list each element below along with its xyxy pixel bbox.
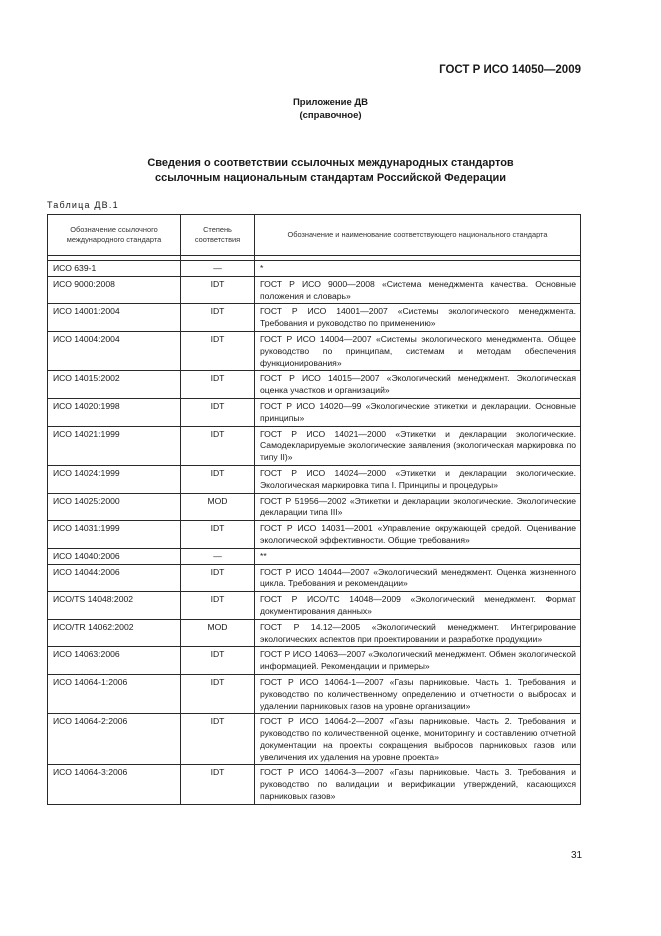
cell-national-standard: ГОСТ Р 51956—2002 «Этикетки и декларации экологические. Экологические декларации типа III» — [255, 493, 581, 521]
table-row — [48, 592, 581, 620]
cell-national-standard: ГОСТ Р ИСО 14064-3—2007 «Газы парниковые. Часть 3. Требования и руководство по валидации и верификации утверждений, касающихся парниковых газов» — [255, 765, 581, 804]
cell-national-standard: ГОСТ Р ИСО 14031—2001 «Управление окружающей средой. Оценивание экологической эффективности. Общие требования» — [255, 521, 581, 549]
cell-national-standard: ГОСТ Р ИСО 14063—2007 «Экологический менеджмент. Обмен экологической информацией. Рекомендации и примеры» — [255, 647, 581, 675]
cell-international-standard: ИСО 14015:2002 — [48, 371, 181, 399]
table-label: Таблица ДВ.1 — [47, 200, 119, 210]
cell-international-standard: ИСО 14001:2004 — [48, 304, 181, 332]
cell-national-standard: ГОСТ Р ИСО 14020—99 «Экологические этикетки и декларации. Основные принципы» — [255, 398, 581, 426]
cell-national-standard: ГОСТ Р ИСО 14064-2—2007 «Газы парниковые. Часть 2. Требования и руководство по количественной оценке, мониторингу и составлению отчетной документации на проекты сокращения выбросов парниковых газов или увеличения их удаления на уровне проекта» — [255, 714, 581, 765]
cell-degree: IDT — [181, 674, 255, 713]
correspondence-table — [47, 214, 581, 805]
cell-international-standard: ИСО 14064-3:2006 — [48, 765, 181, 804]
cell-national-standard: ГОСТ Р ИСО 14004—2007 «Системы экологического менеджмента. Общее руководство по принципам, системам и методам обеспечения функционирования» — [255, 331, 581, 370]
table-row — [48, 647, 581, 675]
column-header-international-standard: Обозначение ссылочного международного стандарта — [48, 215, 181, 256]
cell-national-standard: ГОСТ Р ИСО 14021—2000 «Этикетки и декларации экологические. Самодекларируемые экологические заявления (экологическая маркировка по типу II)» — [255, 426, 581, 465]
cell-degree: — — [181, 261, 255, 277]
cell-international-standard: ИСО 14040:2006 — [48, 548, 181, 564]
table-body — [48, 256, 581, 805]
cell-international-standard: ИСО 14064-1:2006 — [48, 674, 181, 713]
table-row — [48, 619, 581, 647]
document-standard-number: ГОСТ Р ИСО 14050—2009 — [439, 64, 581, 76]
cell-degree: IDT — [181, 714, 255, 765]
cell-international-standard: ИСО 14063:2006 — [48, 647, 181, 675]
table-row — [48, 276, 581, 304]
document-title-line-2: ссылочным национальным стандартам Российской Федерации — [154, 172, 507, 184]
document-title — [0, 156, 661, 186]
table-row — [48, 304, 581, 332]
cell-national-standard: ГОСТ Р 14.12—2005 «Экологический менеджмент. Интегрирование экологических аспектов при проектировании и разработке продукции» — [255, 619, 581, 647]
cell-degree: IDT — [181, 465, 255, 493]
column-header-national-standard: Обозначение и наименование соответствующего национального стандарта — [255, 215, 581, 256]
cell-international-standard: ИСО 9000:2008 — [48, 276, 181, 304]
cell-degree: IDT — [181, 647, 255, 675]
annex-subtitle: (справочное) — [299, 110, 362, 121]
cell-national-standard: ГОСТ Р ИСО 9000—2008 «Система менеджмента качества. Основные положения и словарь» — [255, 276, 581, 304]
table-row — [48, 765, 581, 804]
cell-national-standard: ГОСТ Р ИСО/ТС 14048—2009 «Экологический менеджмент. Формат документирования данных» — [255, 592, 581, 620]
table-row — [48, 714, 581, 765]
table-row — [48, 426, 581, 465]
cell-international-standard: ИСО 14064-2:2006 — [48, 714, 181, 765]
cell-international-standard: ИСО/TR 14062:2002 — [48, 619, 181, 647]
annex-title: Приложение ДВ — [292, 97, 369, 108]
cell-international-standard: ИСО 639-1 — [48, 261, 181, 277]
cell-degree: IDT — [181, 276, 255, 304]
column-header-degree: Степень соответствия — [181, 215, 255, 256]
cell-degree: MOD — [181, 493, 255, 521]
cell-international-standard: ИСО/TS 14048:2002 — [48, 592, 181, 620]
cell-degree: IDT — [181, 426, 255, 465]
cell-degree: IDT — [181, 371, 255, 399]
cell-national-standard: ГОСТ Р ИСО 14064-1—2007 «Газы парниковые. Часть 1. Требования и руководство по количественному определению и отчетности о выбросах и удалении парниковых газов на уровне организации» — [255, 674, 581, 713]
cell-degree: IDT — [181, 592, 255, 620]
cell-national-standard: ГОСТ Р ИСО 14001—2007 «Системы экологического менеджмента. Требования и руководство по применению» — [255, 304, 581, 332]
table-row — [48, 548, 581, 564]
table-row — [48, 261, 581, 277]
cell-national-standard: ** — [255, 548, 581, 564]
table-row — [48, 465, 581, 493]
cell-international-standard: ИСО 14021:1999 — [48, 426, 181, 465]
table-row — [48, 674, 581, 713]
table-row — [48, 564, 581, 592]
cell-international-standard: ИСО 14031:1999 — [48, 521, 181, 549]
table-row — [48, 521, 581, 549]
cell-degree: IDT — [181, 521, 255, 549]
cell-international-standard: ИСО 14024:1999 — [48, 465, 181, 493]
cell-degree: MOD — [181, 619, 255, 647]
cell-degree: IDT — [181, 331, 255, 370]
annex-heading — [0, 96, 661, 122]
table-header-row — [48, 215, 581, 256]
table-row — [48, 371, 581, 399]
cell-national-standard: ГОСТ Р ИСО 14015—2007 «Экологический менеджмент. Экологическая оценка участков и организаций» — [255, 371, 581, 399]
cell-national-standard: * — [255, 261, 581, 277]
cell-international-standard: ИСО 14020:1998 — [48, 398, 181, 426]
cell-international-standard: ИСО 14004:2004 — [48, 331, 181, 370]
cell-international-standard: ИСО 14025:2000 — [48, 493, 181, 521]
cell-degree: IDT — [181, 765, 255, 804]
cell-degree: IDT — [181, 304, 255, 332]
document-title-line-1: Сведения о соответствии ссылочных международных стандартов — [147, 157, 514, 169]
cell-international-standard: ИСО 14044:2006 — [48, 564, 181, 592]
table-row — [48, 398, 581, 426]
table-row — [48, 493, 581, 521]
cell-degree: IDT — [181, 564, 255, 592]
cell-national-standard: ГОСТ Р ИСО 14044—2007 «Экологический менеджмент. Оценка жизненного цикла. Требования и рекомендации» — [255, 564, 581, 592]
table-row — [48, 331, 581, 370]
cell-degree: — — [181, 548, 255, 564]
cell-national-standard: ГОСТ Р ИСО 14024—2000 «Этикетки и декларации экологические. Экологическая маркировка типа I. Принципы и процедуры» — [255, 465, 581, 493]
cell-degree: IDT — [181, 398, 255, 426]
page-number: 31 — [571, 850, 583, 861]
